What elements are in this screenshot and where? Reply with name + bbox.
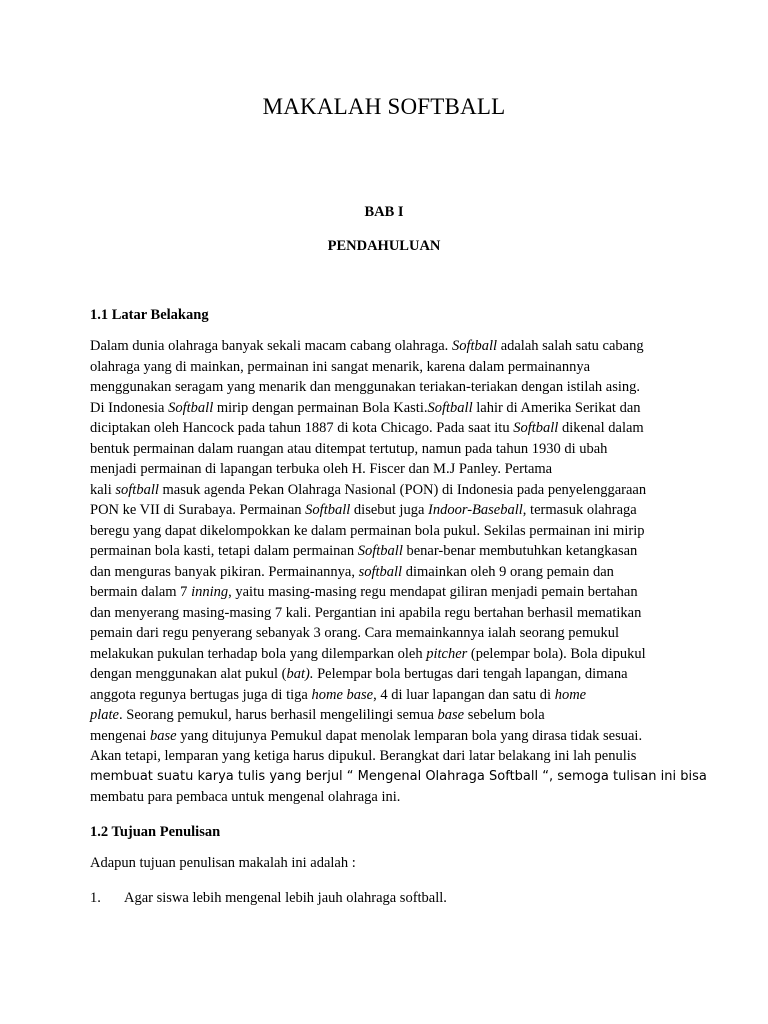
paragraph-line [90, 480, 690, 501]
italic-term: Softball [305, 502, 351, 518]
paragraph-line [90, 644, 690, 665]
section-body-latar-belakang [90, 336, 707, 808]
text-run: lahir di Amerika Serikat dan [472, 399, 641, 416]
paragraph-line [90, 398, 690, 419]
text-run: Pelempar bola bertugas dari tengah lapangan, dimana [313, 666, 628, 682]
chapter-number: BAB I [364, 204, 404, 220]
text-run: , 4 di luar lapangan dan satu di [373, 686, 555, 703]
italic-term: Softball [168, 399, 214, 416]
text-run: . Seorang pemukul, harus berhasil mengelilingi semua [119, 707, 438, 723]
text-run: olahraga yang di mainkan, permainan ini sangat menarik, karena dalam permainannya [90, 358, 591, 375]
paragraph-line [90, 439, 690, 460]
text-run: membuat suatu karya tulis yang berjul “ Mengenal Olahraga Softball “, semoga tulisan ini bisa [90, 768, 707, 784]
text-run: (pelempar bola). Bola dipukul [467, 645, 646, 662]
text-run: dan menguras banyak pikiran. Permainannya, [90, 563, 359, 580]
paragraph-line [90, 541, 690, 562]
italic-term: Softball [427, 399, 473, 416]
text-run: pemain dari regu penyerang sebanyak 3 orang. Cara memainkannya ialah seorang pemukul [90, 625, 620, 641]
paragraph-line [90, 336, 690, 357]
italic-term: home [554, 686, 587, 703]
text-run: dan menyerang masing-masing 7 kali. Pergantian ini apabila regu bertahan berhasil mematikan [90, 604, 642, 621]
text-run: Akan tetapi, lemparan yang ketiga harus dipukul. Berangkat dari latar belakang ini lah penulis [90, 748, 637, 764]
document-title: MAKALAH SOFTBALL [262, 94, 506, 119]
section-heading-tujuan-penulisan: 1.2 Tujuan Penulisan [90, 824, 221, 840]
italic-term: Softball [513, 420, 559, 436]
italic-term: Indoor-Baseball [428, 502, 523, 518]
italic-term: bat). [286, 666, 314, 682]
section-heading-latar-belakang: 1.1 Latar Belakang [90, 307, 209, 323]
paragraph-line [90, 582, 690, 603]
text-run: anggota regunya bertugas juga di tiga [90, 686, 312, 703]
paragraph-line [90, 726, 690, 747]
paragraph-line [90, 459, 690, 480]
text-run: Dalam dunia olahraga banyak sekali macam cabang olahraga. [90, 338, 452, 354]
list-intro: Adapun tujuan penulisan makalah ini adalah : [90, 855, 356, 871]
paragraph-line [90, 500, 690, 521]
text-run: masuk agenda Pekan Olahraga Nasional (PON) di Indonesia pada penyelenggaraan [158, 481, 647, 498]
list-item-text: Agar siswa lebih mengenal lebih jauh olahraga softball. [124, 890, 447, 906]
text-run: mengenai [90, 727, 150, 744]
italic-term: inning [191, 584, 229, 600]
italic-term: Softball [451, 338, 498, 354]
italic-term: base [150, 727, 177, 744]
text-run: , yaitu masing-masing regu mendapat giliran menjadi pemain bertahan [228, 584, 638, 600]
italic-term: Softball [357, 543, 403, 559]
text-run: membatu para pembaca untuk mengenal olahraga ini. [90, 789, 401, 805]
italic-term: softball [115, 481, 159, 498]
list-item [90, 889, 690, 907]
text-run: disebut juga [350, 502, 429, 518]
text-run: permainan bola kasti, tetapi dalam permainan [90, 543, 358, 559]
text-run: beregu yang dapat dikelompokkan ke dalam permainan bola pukul. Sekilas permainan ini mirip [90, 522, 645, 539]
text-run: sebelum bola [464, 707, 545, 723]
text-run: melakukan pukulan terhadap bola yang dilemparkan oleh [90, 645, 427, 662]
paragraph-line [90, 746, 690, 767]
text-run: , termasuk olahraga [522, 502, 637, 518]
paragraph-line [90, 685, 690, 706]
text-run: dikenal dalam [558, 420, 644, 436]
italic-term: pitcher [426, 645, 468, 662]
paragraph-line [90, 377, 690, 398]
text-run: mirip dengan permainan Bola Kasti. [213, 399, 428, 416]
paragraph-line [90, 623, 690, 644]
text-run: kali [90, 481, 116, 498]
paragraph-line [90, 562, 690, 583]
chapter-title: PENDAHULUAN [327, 238, 441, 254]
text-run: bentuk permainan dalam ruangan atau ditempat tertutup, namun pada tahun 1930 di ubah [90, 440, 608, 457]
italic-term: plate [90, 707, 119, 723]
paragraph-line [90, 418, 690, 439]
paragraph-line [90, 767, 707, 788]
text-run: Di Indonesia [90, 399, 169, 416]
text-run: bermain dalam 7 [90, 584, 192, 600]
text-run: adalah salah satu cabang [497, 338, 644, 354]
text-run: benar-benar membutuhkan ketangkasan [402, 543, 638, 559]
text-run: yang ditujunya Pemukul dapat menolak lemparan bola yang dirasa tidak sesuai. [176, 727, 643, 744]
list-item-number: 1. [90, 890, 101, 906]
text-run: menjadi permainan di lapangan terbuka oleh H. Fiscer dan M.J Panley. Pertama [90, 461, 553, 477]
italic-term: base [437, 707, 465, 723]
paragraph-line [90, 357, 690, 378]
text-run: diciptakan oleh Hancock pada tahun 1887 di kota Chicago. Pada saat itu [90, 420, 514, 436]
paragraph-line [90, 521, 690, 542]
paragraph-line [90, 664, 690, 685]
text-run: dengan menggunakan alat pukul ( [90, 666, 287, 682]
text-run: PON ke VII di Surabaya. Permainan [90, 502, 306, 518]
text-run: dimainkan oleh 9 orang pemain dan [402, 563, 614, 580]
paragraph-line [90, 787, 690, 808]
paragraph-line [90, 603, 690, 624]
italic-term: softball [358, 563, 403, 580]
text-run: menggunakan seragam yang menarik dan menggunakan teriakan-teriakan dengan istilah asing. [90, 379, 640, 395]
paragraph-line [90, 705, 690, 726]
italic-term: home base [311, 686, 374, 703]
